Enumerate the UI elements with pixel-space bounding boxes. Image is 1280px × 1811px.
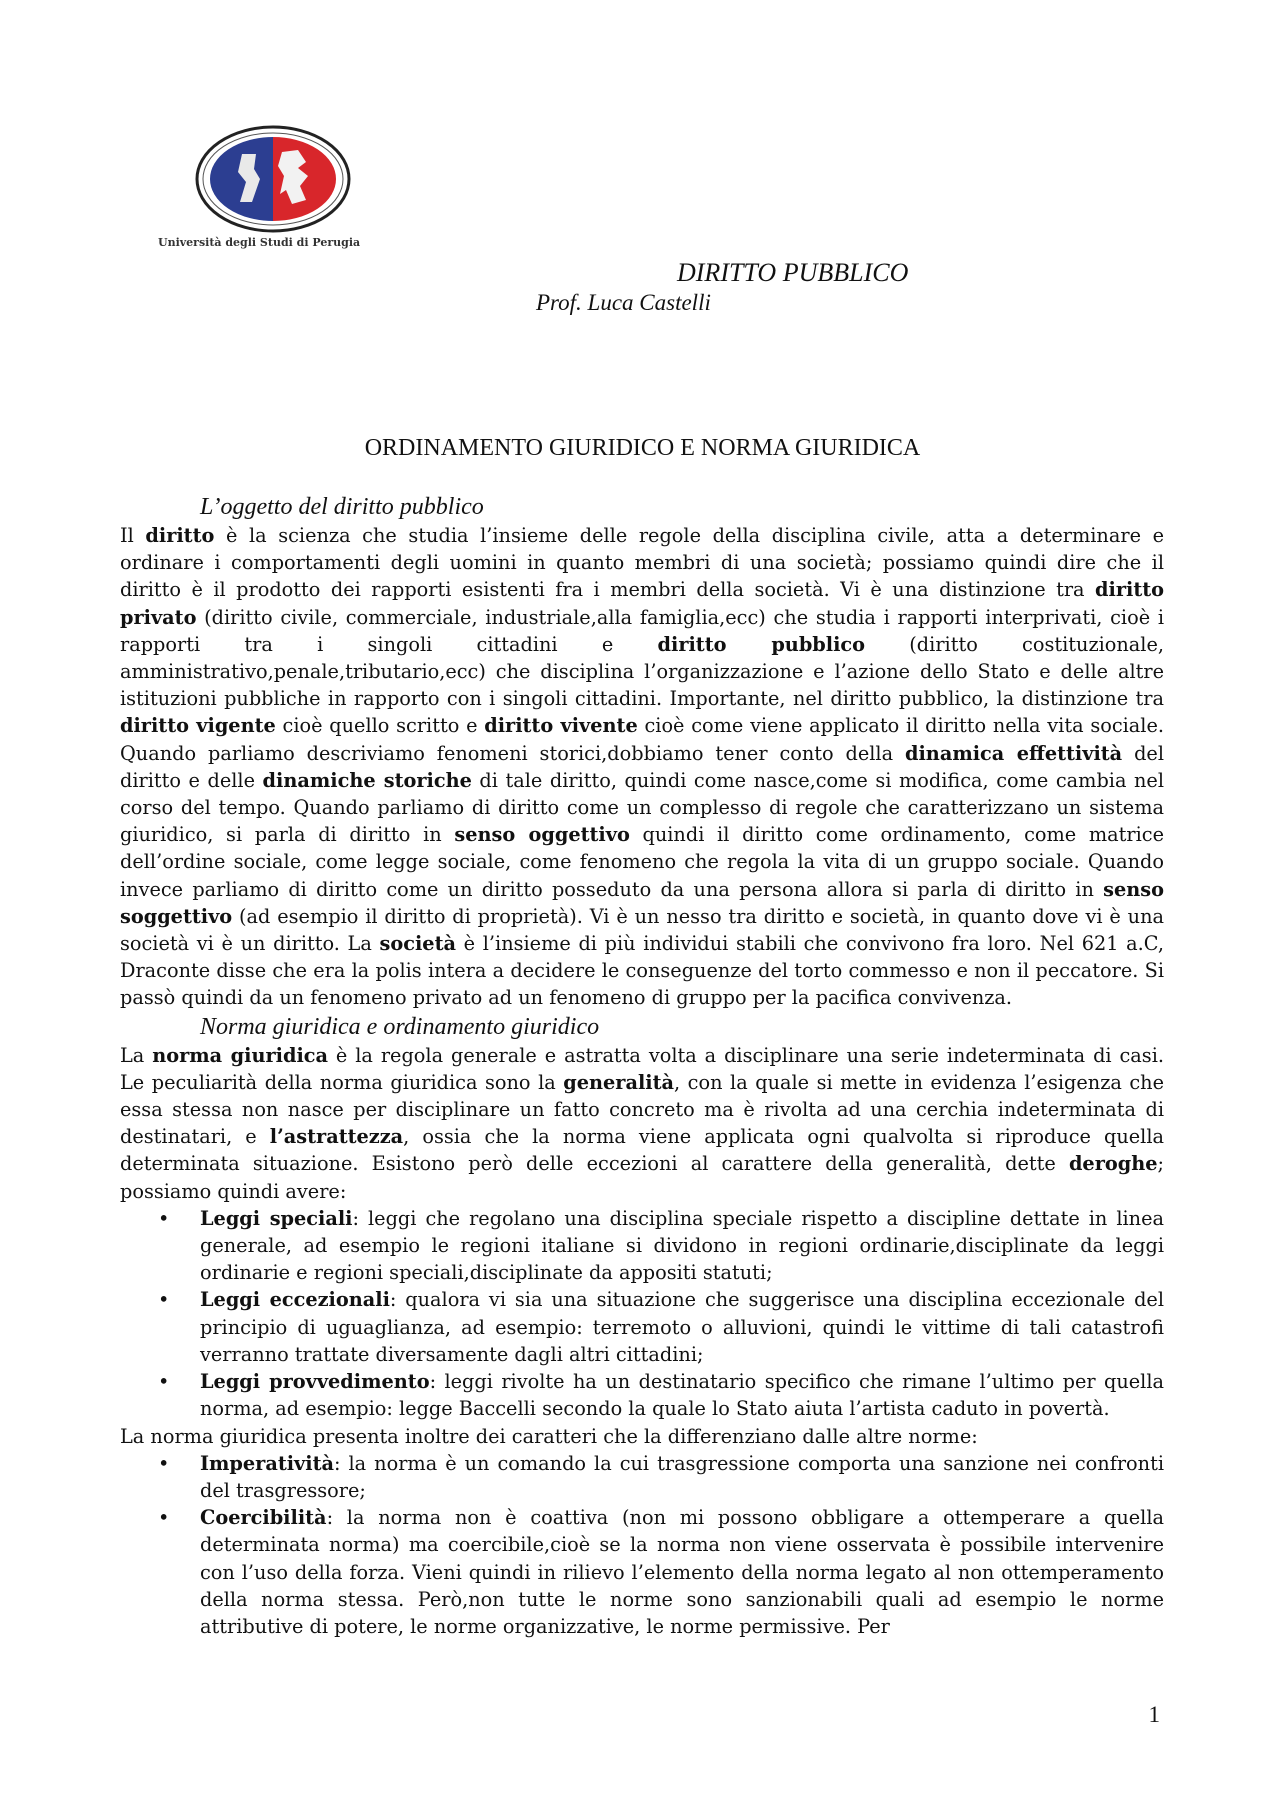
section-heading: L’oggetto del diritto pubblico [200,494,484,520]
professor-name: Prof. Luca Castelli [536,290,711,315]
course-title: DIRITTO PUBBLICO [677,258,909,287]
university-logo [158,124,398,249]
list-item: • Imperatività: la norma è un comando la cui trasgressione comporta una sanzione nei confronti del trasgressore; [120,1450,1164,1504]
section-heading: Norma giuridica e ordinamento giuridico [200,1013,600,1040]
page-title: ORDINAMENTO GIURIDICO E NORMA GIURIDICA [364,435,921,461]
page-number: 1 [1148,1702,1160,1727]
list-item: • Leggi speciali: leggi che regolano una disciplina speciale rispetto a discipline dettate in linea generale, ad esempio le regioni italiane si dividono in regioni ordinarie,disciplinate da leggi ordinarie e regioni speciali,disciplinate da appositi statuti; [120,1205,1164,1287]
list-item: • Leggi eccezionali: qualora vi sia una situazione che suggerisce una disciplina eccezionale del principio di uguaglianza, ad esempio: terremoto o alluvioni, quindi le vittime di tali catastrofi verranno trattate diversamente dagli altri cittadini; [120,1286,1164,1368]
university-name: Università degli Studi di Perugia [158,236,361,249]
bullet-list [120,1450,1164,1640]
list-item: • Coercibilità: la norma non è coattiva (non mi possono obbligare a ottemperare a quella determinata norma) ma coercibile,cioè se la norma non viene osservata è possibile intervenire con l’uso della forza. Vieni quindi in rilievo l’elemento della norma legato al non ottemperamento della norma stessa. Però,non tutte le norme sono sanzionabili quali ad esempio le norme attributive di potere, le norme organizzative, le norme permissive. Per [120,1504,1164,1640]
document-body [120,492,1164,1640]
list-item: • Leggi provvedimento: leggi rivolte ha un destinatario specifico che rimane l’ultimo per quella norma, ad esempio: legge Baccelli secondo la quale lo Stato aiuta l’artista caduto in povertà. [120,1368,1164,1422]
paragraph: Il diritto è la scienza che studia l’insieme delle regole della disciplina civile, atta a determinare e ordinare i comportamenti degli uomini in quanto membri di una società; possiamo quindi dire che il diritto è il prodotto dei rapporti esistenti fra i membri della società. Vi è una distinzione tra diritto privato (diritto civile, commerciale, industriale,alla famiglia,ecc) che studia i rapporti interprivati, cioè i rapporti tra i singoli cittadini e diritto pubblico (diritto costituzionale, amministrativo,penale,tributario,ecc) che disciplina l’organizzazione e l’azione dello Stato e delle altre istituzioni pubbliche in rapporto con i singoli cittadini. Importante, nel diritto pubblico, la distinzione tra diritto vigente cioè quello scritto e diritto vivente cioè come viene applicato il diritto nella vita sociale. Quando parliamo descriviamo fenomeni storici,dobbiamo tener conto della dinamica effettività del diritto e delle dinamiche storiche di tale diritto, quindi come nasce,come si modifica, come cambia nel corso del tempo. Quando parliamo di diritto come un complesso di regole che caratterizzano un sistema giuridico, si parla di diritto in senso oggettivo quindi il diritto come ordinamento, come matrice dell’ordine sociale, come legge sociale, come fenomeno che regola la vita di un gruppo sociale. Quando invece parliamo di diritto come un diritto posseduto da una persona allora si parla di diritto in senso soggettivo (ad esempio il diritto di proprietà). Vi è un nesso tra diritto e società, in quanto dove vi è una società vi è un diritto. La società è l’insieme di più individui stabili che convivono fra loro. Nel 621 a.C, Draconte disse che era la polis intera a decidere le conseguenze del torto commesso e non il peccatore. Si passò quindi da un fenomeno privato ad un fenomeno di gruppo per la pacifica convivenza. [120,524,1165,1010]
paragraph: La norma giuridica è la regola generale e astratta volta a disciplinare una serie indeterminata di casi. Le peculiarità della norma giuridica sono la generalità, con la quale si mette in evidenza l’esigenza che essa stessa non nasce per disciplinare un fatto concreto ma è rivolta ad una cerchia indeterminata di destinatari, e l’astrattezza, ossia che la norma viene applicata ogni qualvolta si riproduce quella determinata situazione. Esistono però delle eccezioni al carattere della generalità, dette deroghe; possiamo quindi avere: [120,1043,1164,1203]
university-seal-icon [194,124,352,234]
bullet-list [120,1205,1164,1423]
paragraph: La norma giuridica presenta inoltre dei caratteri che la differenziano dalle altre norme: [120,1424,978,1448]
